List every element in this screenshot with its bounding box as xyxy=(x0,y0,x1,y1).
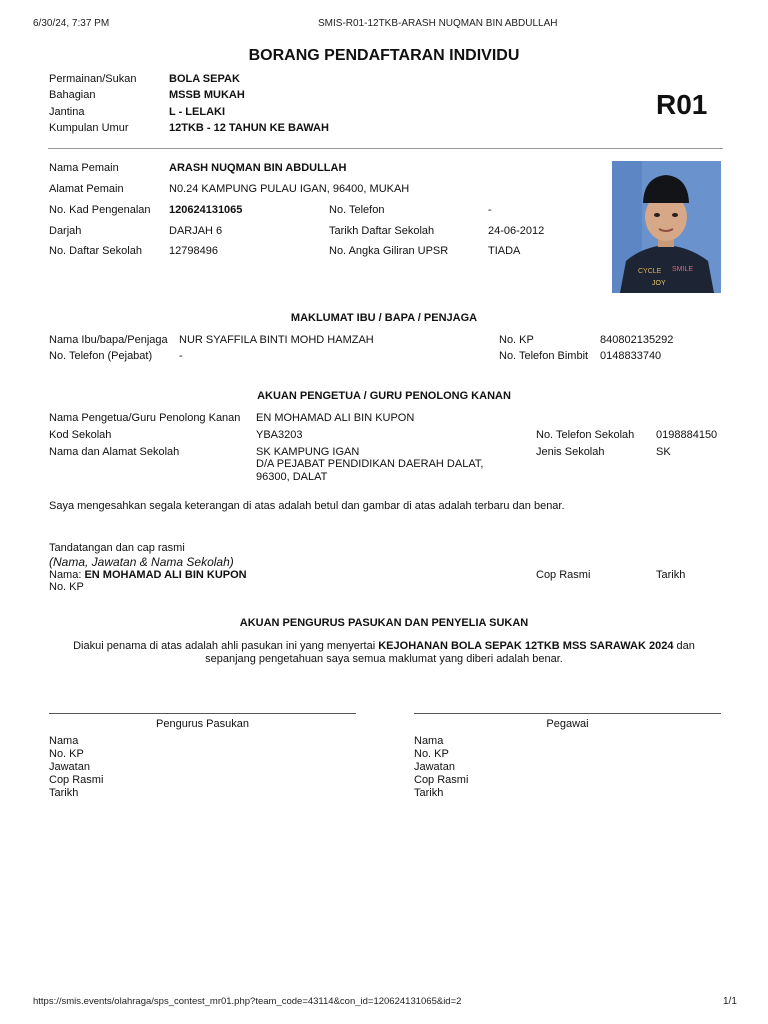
gender-value: L - LELAKI xyxy=(169,106,226,118)
player-address: N0.24 KAMPUNG PULAU IGAN, 96400, MUKAH xyxy=(169,183,410,195)
parent-name-label: Nama Ibu/bapa/Penjaga xyxy=(49,334,168,346)
player-class: DARJAH 6 xyxy=(169,225,223,237)
form-code: R01 xyxy=(656,89,708,120)
principal-name-label: Nama Pengetua/Guru Penolong Kanan xyxy=(49,412,241,424)
date-label: Tarikh xyxy=(656,569,686,581)
school-type-label: Jenis Sekolah xyxy=(536,446,605,458)
officer-field-nama: Nama xyxy=(414,735,444,747)
declaration-text: Saya mengesahkan segala keterangan di atas adalah betul dan gambar di atas adalah terbaru dan benar. xyxy=(49,500,565,512)
svg-text:CYCLE: CYCLE xyxy=(638,268,662,275)
school-phone: 0198884150 xyxy=(656,429,718,441)
manager-heading: AKUAN PENGURUS PASUKAN DAN PENYELIA SUKAN xyxy=(239,617,529,629)
player-name-label: Nama Pemain xyxy=(49,162,119,174)
player-photo xyxy=(612,161,721,293)
school-reg-label: No. Daftar Sekolah xyxy=(49,245,142,257)
school-code: YBA3203 xyxy=(256,429,303,441)
player-reg-date-label: Tarikh Daftar Sekolah xyxy=(329,225,435,237)
school-address-line-3: 96300, DALAT xyxy=(256,471,328,483)
manager-text-2: dan xyxy=(676,640,695,652)
school-phone-label: No. Telefon Sekolah xyxy=(536,429,635,441)
gender-label: Jantina xyxy=(49,106,85,118)
svg-text:JOY: JOY xyxy=(652,280,666,287)
principal-heading: AKUAN PENGETUA / GURU PENOLONG KANAN xyxy=(257,390,511,402)
stamp-label: Cop Rasmi xyxy=(536,569,591,581)
player-ic: 120624131065 xyxy=(169,204,243,216)
school-address-line-2: D/A PEJABAT PENDIDIKAN DAERAH DALAT, xyxy=(256,458,484,470)
upsr-value: TIADA xyxy=(488,245,521,257)
manager-field-nama: Nama xyxy=(49,735,79,747)
event-name: KEJOHANAN BOLA SEPAK 12TKB MSS SARAWAK 2024 xyxy=(378,640,674,652)
school-reg: 12798496 xyxy=(169,245,218,257)
officer-field-cop: Cop Rasmi xyxy=(414,774,469,786)
manager-text-line-2: sepanjang pengetahuan saya semua maklumat yang diberi adalah benar. xyxy=(205,653,563,665)
signature-kp-label: No. KP xyxy=(49,581,84,593)
signature-name-label: Nama: xyxy=(49,569,82,581)
officer-field-kp: No. KP xyxy=(414,748,449,760)
player-phone-label: No. Telefon xyxy=(329,204,385,216)
signature-name: EN MOHAMAD ALI BIN KUPON xyxy=(84,569,247,581)
signature-label: Tandatangan dan cap rasmi xyxy=(49,542,185,554)
manager-field-tarikh: Tarikh xyxy=(49,787,79,799)
player-phone: - xyxy=(488,204,492,216)
school-code-label: Kod Sekolah xyxy=(49,429,112,441)
manager-text-line-1 xyxy=(0,640,768,653)
age-group-value: 12TKB - 12 TAHUN KE BAWAH xyxy=(169,122,329,134)
parent-heading: MAKLUMAT IBU / BAPA / PENJAGA xyxy=(290,312,478,324)
parent-name: NUR SYAFFILA BINTI MOHD HAMZAH xyxy=(179,334,374,346)
school-type: SK xyxy=(656,446,671,458)
school-address-line-1: SK KAMPUNG IGAN xyxy=(256,446,360,458)
print-doc-title: SMIS-R01-12TKB-ARASH NUQMAN BIN ABDULLAH xyxy=(318,18,558,29)
officer-field-tarikh: Tarikh xyxy=(414,787,444,799)
player-address-label: Alamat Pemain xyxy=(49,183,124,195)
manager-column-title: Pengurus Pasukan xyxy=(156,718,249,730)
parent-office-phone: - xyxy=(179,350,183,362)
parent-office-phone-label: No. Telefon (Pejabat) xyxy=(49,350,153,362)
school-address-label: Nama dan Alamat Sekolah xyxy=(49,446,180,458)
officer-field-jawatan: Jawatan xyxy=(414,761,455,773)
game-label: Permainan/Sukan xyxy=(49,73,137,85)
manager-signature-line xyxy=(49,713,356,714)
player-ic-label: No. Kad Pengenalan xyxy=(49,204,151,216)
print-footer-page: 1/1 xyxy=(723,996,737,1007)
parent-kp-label: No. KP xyxy=(499,334,534,346)
svg-text:SMILE: SMILE xyxy=(672,266,694,273)
upsr-label: No. Angka Giliran UPSR xyxy=(329,245,449,257)
player-name: ARASH NUQMAN BIN ABDULLAH xyxy=(169,162,347,174)
manager-field-cop: Cop Rasmi xyxy=(49,774,104,786)
form-title: BORANG PENDAFTARAN INDIVIDU xyxy=(248,47,520,64)
parent-mobile: 0148833740 xyxy=(600,350,662,362)
manager-text-1: Diakui penama di atas adalah ahli pasukan ini yang menyertai xyxy=(73,640,376,652)
parent-kp: 840802135292 xyxy=(600,334,674,346)
officer-signature-line xyxy=(414,713,721,714)
game-value: BOLA SEPAK xyxy=(169,73,240,85)
section-label: Bahagian xyxy=(49,89,96,101)
section-value: MSSB MUKAH xyxy=(169,89,245,101)
parent-mobile-label: No. Telefon Bimbit xyxy=(499,350,589,362)
officer-column-title: Pegawai xyxy=(546,718,589,730)
print-footer-url: https://smis.events/olahraga/sps_contest_mr01.php?team_code=43114&con_id=120624131065&id=2 xyxy=(33,996,462,1007)
manager-field-kp: No. KP xyxy=(49,748,84,760)
print-datetime: 6/30/24, 7:37 PM xyxy=(33,18,110,29)
divider xyxy=(48,148,723,149)
age-group-label: Kumpulan Umur xyxy=(49,122,129,134)
manager-field-jawatan: Jawatan xyxy=(49,761,90,773)
signature-hint: (Nama, Jawatan & Nama Sekolah) xyxy=(49,555,234,569)
principal-name: EN MOHAMAD ALI BIN KUPON xyxy=(256,412,415,424)
player-reg-date: 24-06-2012 xyxy=(488,225,545,237)
player-class-label: Darjah xyxy=(49,225,82,237)
